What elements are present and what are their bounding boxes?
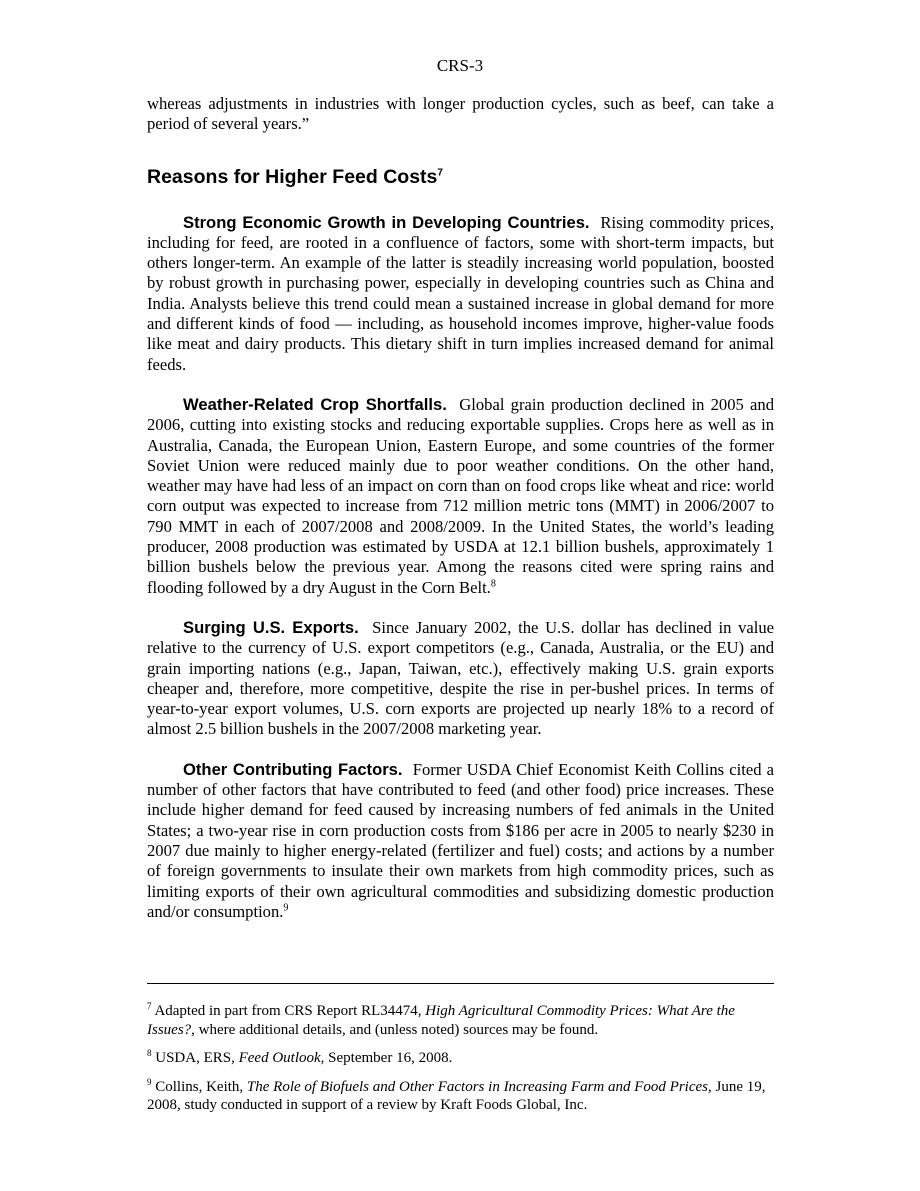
footnotes <box>147 1002 774 1125</box>
paragraph-economic-growth <box>147 213 774 375</box>
paragraph-weather-shortfalls <box>147 395 774 598</box>
paragraph-body: Former USDA Chief Economist Keith Collins cited a number of other factors that have contributed to feed (and other food) price increases. These include higher demand for feed caused by increasing numbers of fed animals in the United States; a two-year rise in corn production costs from $186 per acre in 2005 to nearly $230 in 2007 due mainly to higher energy-related (fertilizer and fuel) costs; and actions by a number of foreign governments to insulate their own markets from high commodity prices, such as limiting exports of their own agricultural commodities and subsidizing domestic production and/or consumption. <box>147 759 775 921</box>
footnote-ref-8: 8 <box>490 578 496 590</box>
footnote-ref-7: 7 <box>437 167 443 179</box>
footnote-text: Collins, Keith, <box>155 1078 247 1095</box>
page-number: CRS-3 <box>436 56 484 75</box>
footnote-number: 8 <box>147 1048 152 1058</box>
main-content <box>147 94 774 922</box>
paragraph-runin-heading: Strong Economic Growth in Developing Countries. <box>183 212 590 232</box>
paragraph-runin-heading: Weather-Related Crop Shortfalls. <box>183 394 447 414</box>
paragraph-body: Global grain production declined in 2005 and 2006, cutting into existing stocks and reducing exportable supplies. Crops here as well as in Australia, Canada, the European Union, Eastern Europe, and some countries of the former Soviet Union were reduced mainly due to poor weather conditions. On the other hand, weather may have had less of an impact on corn than on food crops like wheat and rice: world corn output was expected to increase from 712 million metric tons (MMT) in 2006/2007 to 790 MMT in each of 2007/2008 and 2008/2009. In the United States, the world’s leading producer, 2008 production was estimated by USDA at 12.1 billion bushels, approximately 1 billion bushels below the previous year. Among the reasons cited were spring rains and flooding followed by a dry August in the Corn Belt. <box>147 394 774 597</box>
footnote-text: USDA, ERS, <box>155 1050 239 1066</box>
paragraph-body: Since January 2002, the U.S. dollar has declined in value relative to the currency of U.S. export competitors (e.g., Canada, Australia, or the EU) and grain importing nations (e.g., Japan, Taiwan, etc.), effectively making U.S. grain exports cheaper and, therefore, more competitive, despite the rise in per-bushel prices. In terms of year-to-year export volumes, U.S. corn exports are projected up nearly 18% to a record of almost 2.5 billion bushels in the 2007/2008 marketing year. <box>147 617 775 739</box>
intro-paragraph: whereas adjustments in industries with longer production cycles, such as beef, can take a period of several years.” <box>147 94 774 134</box>
footnote-number: 9 <box>147 1076 152 1087</box>
footnote-ref-9: 9 <box>283 902 289 914</box>
footnote-divider <box>147 983 774 984</box>
section-heading-text: Reasons for Higher Feed Costs <box>147 165 438 188</box>
footnote-title: High Agricultural Commodity Prices: What Are the Issues? <box>147 1003 735 1038</box>
footnote-text: , September 16, 2008. <box>320 1050 453 1066</box>
footnote-title: The Role of Biofuels and Other Factors in Increasing Farm and Food Prices <box>246 1078 708 1095</box>
footnote-text: , where additional details, and (unless noted) sources may be found. <box>191 1021 599 1038</box>
footnote-8 <box>147 1049 774 1068</box>
footnote-9 <box>147 1078 774 1115</box>
paragraph-other-factors <box>147 760 774 922</box>
paragraph-runin-heading: Surging U.S. Exports. <box>183 617 359 637</box>
section-heading <box>147 165 774 189</box>
footnote-7 <box>147 1002 774 1039</box>
footnote-text: , June 19, 2008, study conducted in support of a review by Kraft Foods Global, Inc. <box>147 1078 766 1113</box>
footnote-title: Feed Outlook <box>238 1050 321 1066</box>
paragraph-us-exports <box>147 618 774 740</box>
footnote-number: 7 <box>147 1001 152 1011</box>
paragraph-body: Rising commodity prices, including for feed, are rooted in a confluence of factors, some with short-term impacts, but others longer-term. An example of the latter is steadily increasing world population, boosted by robust growth in purchasing power, especially in developing countries such as China and India. Analysts believe this trend could mean a sustained increase in global demand for more and different kinds of food — including, as household incomes improve, higher-value foods like meat and dairy products. This dietary shift in turn implies increased demand for animal feeds. <box>147 212 774 374</box>
footnote-text: Adapted in part from CRS Report RL34474, <box>154 1003 426 1019</box>
paragraph-runin-heading: Other Contributing Factors. <box>183 759 403 779</box>
